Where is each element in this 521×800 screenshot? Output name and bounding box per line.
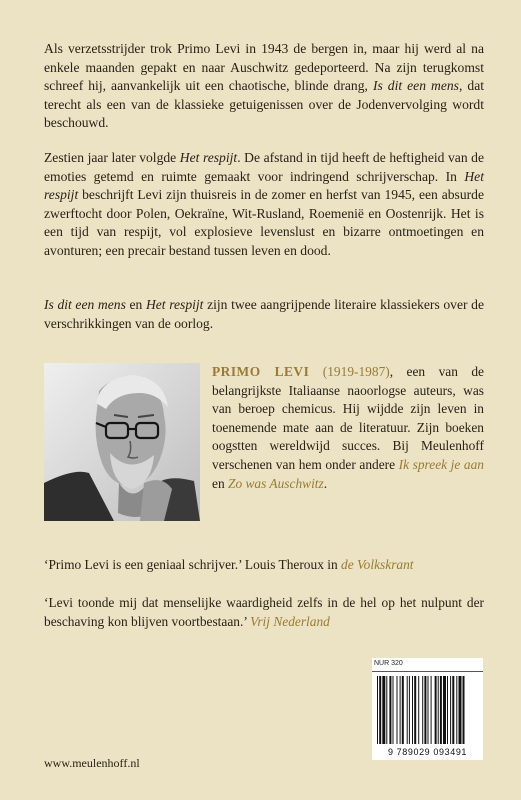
- barcode-bar: [377, 676, 378, 744]
- barcode-bar: [418, 676, 419, 744]
- barcode-bar: [431, 676, 432, 744]
- book-title: Is dit een mens: [372, 78, 459, 94]
- blurb-text: zijn twee aangrijpende literaire klassiekers over de verschrikkingen van de oorlog.: [44, 297, 484, 331]
- author-name: PRIMO LEVI: [212, 364, 310, 379]
- barcode-bar: [438, 676, 439, 744]
- book-title: Het respijt: [44, 168, 484, 203]
- book-title: Het respijt: [179, 150, 238, 165]
- blurb-paragraph-1: [44, 40, 484, 133]
- barcode-bar: [397, 676, 398, 744]
- barcode-bar: [440, 676, 442, 744]
- author-years: (1919-1987): [309, 364, 390, 379]
- barcode-bar: [382, 676, 385, 744]
- blurb-text: beschrijft Levi zijn thuisreis in de zomer en herfst van 1945, een absurde zwerftocht door Polen, Oekraïne, Wit-Rusland, Roemenië en Oostenrijk. Het is een tijd van respijt, vol explosieve levenslust en bizarre ontmoetingen en avonturen; een precair bestand tussen leven en dood.: [44, 187, 484, 258]
- isbn-number: 9 789029 093491: [387, 747, 468, 757]
- blurb-text: en: [125, 297, 146, 312]
- barcode-bar: [400, 676, 401, 744]
- barcode-bar: [409, 676, 410, 744]
- press-quote-2: [44, 594, 484, 631]
- quote-source: de Volkskrant: [341, 557, 414, 572]
- barcode-bar: [389, 676, 391, 744]
- barcode-bar: [452, 676, 454, 744]
- blurb-paragraph-3: [44, 296, 484, 333]
- barcode-bar: [386, 676, 387, 744]
- barcode-bar: [456, 676, 457, 744]
- nur-label: NUR 320: [374, 660, 403, 667]
- barcode-bar: [393, 676, 394, 744]
- barcode-bar: [379, 676, 381, 744]
- bio-text: .: [323, 475, 328, 491]
- barcode-box: [372, 658, 483, 760]
- nur-code: [372, 658, 483, 672]
- blurb-text: Als verzetsstrijder trok Primo Levi in 1943 de bergen in, maar hij werd al na enkele maanden gepakt en naar Auschwitz gedeporteerd. Na zijn terugkomst schreef hij, aanvankelijk uit een chaotische, blinde drang,: [44, 41, 484, 94]
- barcode-bar: [402, 676, 404, 744]
- blurb-text: . De afstand in tijd heeft de heftigheid van de emoties getemd en ruimte gemaakt voor indringend schrijverschap. In: [44, 150, 485, 184]
- author-bio: [212, 363, 484, 493]
- barcode-bar: [463, 676, 465, 744]
- publisher-url: www.meulenhoff.nl: [44, 756, 140, 770]
- bio-text: , een van de belangrijkste Italiaanse naoorlogse auteurs, was van beroep chemicus. Hij wijdde zijn leven in toenemende mate aan de literatuur. Zijn boeken oogstten wereldwijd succes. Bij Meulenhoff verschenen van hem onder andere: [212, 364, 484, 472]
- quote-text: ‘Levi toonde mij dat menselijke waardigheid zelfs in de hel op het nulpunt der beschaving kon blijven voortbestaan.’: [44, 595, 484, 629]
- quote-text: ‘Primo Levi is een geniaal schrijver.’ Louis Theroux in: [44, 557, 341, 572]
- book-title: Het respijt: [145, 297, 204, 312]
- barcode-bar: [443, 676, 446, 744]
- blurb-text: , dat terecht als een van de klassieke getuigenissen over de Jodenvervolging wordt beschouwd.: [44, 78, 485, 131]
- barcode-bar: [424, 676, 426, 744]
- isbn-barcode: [377, 676, 478, 744]
- barcode-bar: [422, 676, 423, 744]
- book-title: Is dit een mens: [44, 297, 126, 312]
- barcode-bar: [450, 676, 451, 744]
- author-photo: [44, 363, 200, 521]
- book-title: Ik spreek je aan: [398, 456, 484, 472]
- bio-text: en: [212, 475, 228, 491]
- quote-source: Vrij Nederland: [250, 613, 330, 629]
- barcode-bar: [459, 676, 462, 744]
- press-quote-1: [44, 556, 484, 575]
- book-title: Zo was Auschwitz: [228, 475, 324, 491]
- barcode-bar: [428, 676, 429, 744]
- barcode-bar: [412, 676, 413, 744]
- blurb-paragraph-2: [44, 149, 484, 261]
- barcode-bar: [447, 676, 448, 744]
- barcode-bar: [407, 676, 408, 744]
- barcode-bar: [414, 676, 416, 744]
- barcode-bar: [435, 676, 437, 744]
- blurb-text: Zestien jaar later volgde: [44, 150, 180, 165]
